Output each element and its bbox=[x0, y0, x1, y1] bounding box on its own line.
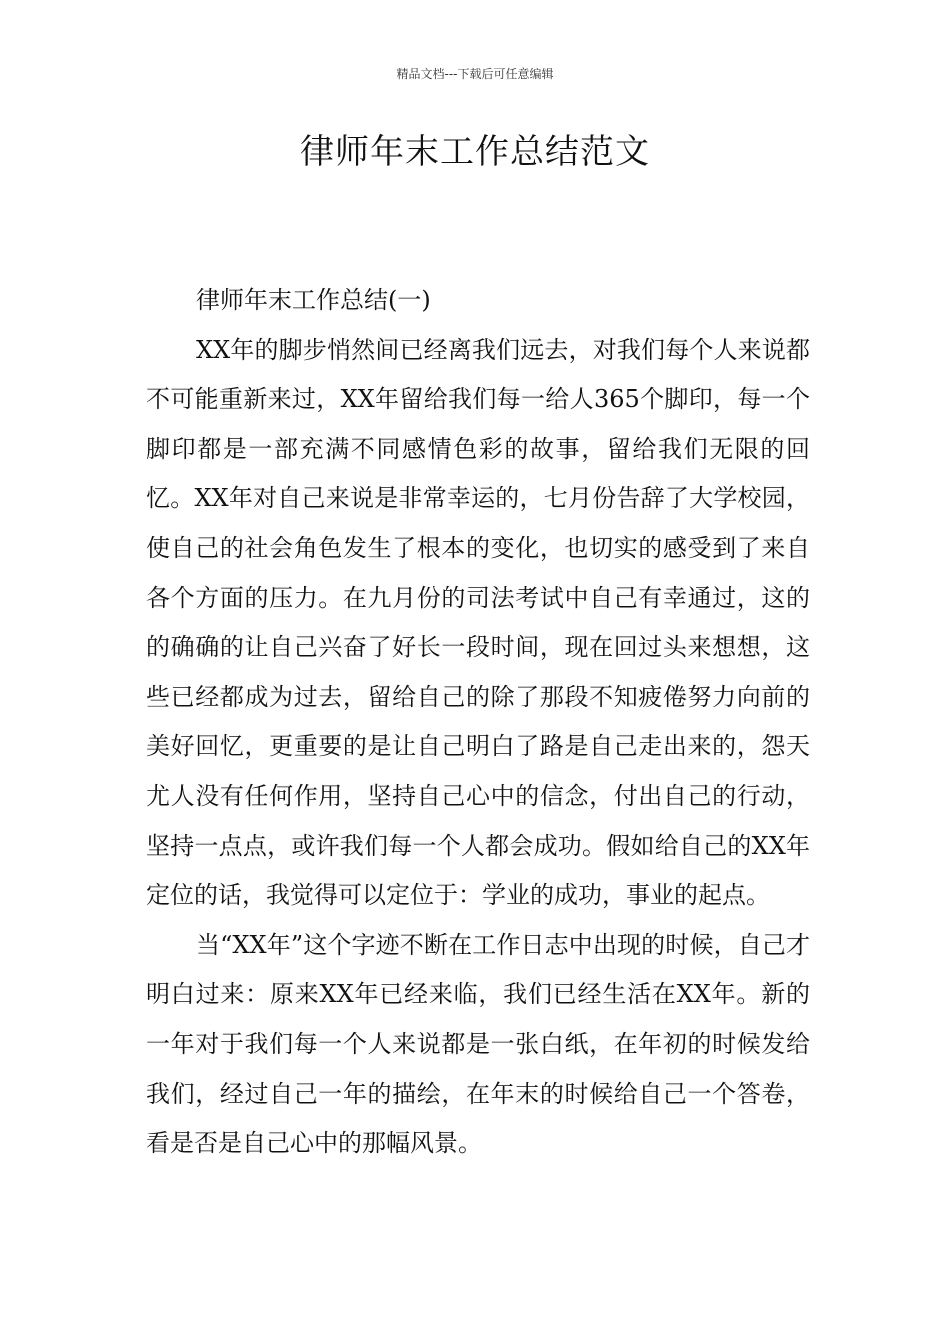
section-heading: 律师年末工作总结(一) bbox=[196, 286, 431, 314]
document-body bbox=[146, 276, 810, 1169]
body-paragraph-1: XX年的脚步悄然间已经离我们远去，对我们每个人来说都不可能重新来过，XX年留给我们每一给人365个脚印，每一个脚印都是一部充满不同感情色彩的故事，留给我们无限的回忆。XX年对自己来说是非常幸运的，七月份告辞了大学校园，使自己的社会角色发生了根本的变化，也切实的感受到了来自各个方面的压力。在九月份的司法考试中自己有幸通过，这的的确确的让自己兴奋了好长一段时间，现在回过头来想想，这些已经都成为过去，留给自己的除了那段不知疲倦努力向前的美好回忆，更重要的是让自己明白了路是自己走出来的，怨天尤人没有任何作用，坚持自己心中的信念，付出自己的行动，坚持一点点，或许我们每一个人都会成功。假如给自己的XX年定位的话，我觉得可以定位于：学业的成功，事业的起点。 bbox=[146, 335, 810, 910]
document-title: 律师年末工作总结范文 bbox=[300, 132, 650, 172]
header-note: 精品文档---下载后可任意编辑 bbox=[396, 67, 554, 81]
body-paragraph-2: 当“XX年”这个字迹不断在工作日志中出现的时候，自己才明白过来：原来XX年已经来临，我们已经生活在XX年。新的一年对于我们每一个人来说都是一张白纸，在年初的时候发给我们，经过自己一年的描绘，在年末的时候给自己一个答卷，看是否是自己心中的那幅风景。 bbox=[146, 930, 810, 1158]
